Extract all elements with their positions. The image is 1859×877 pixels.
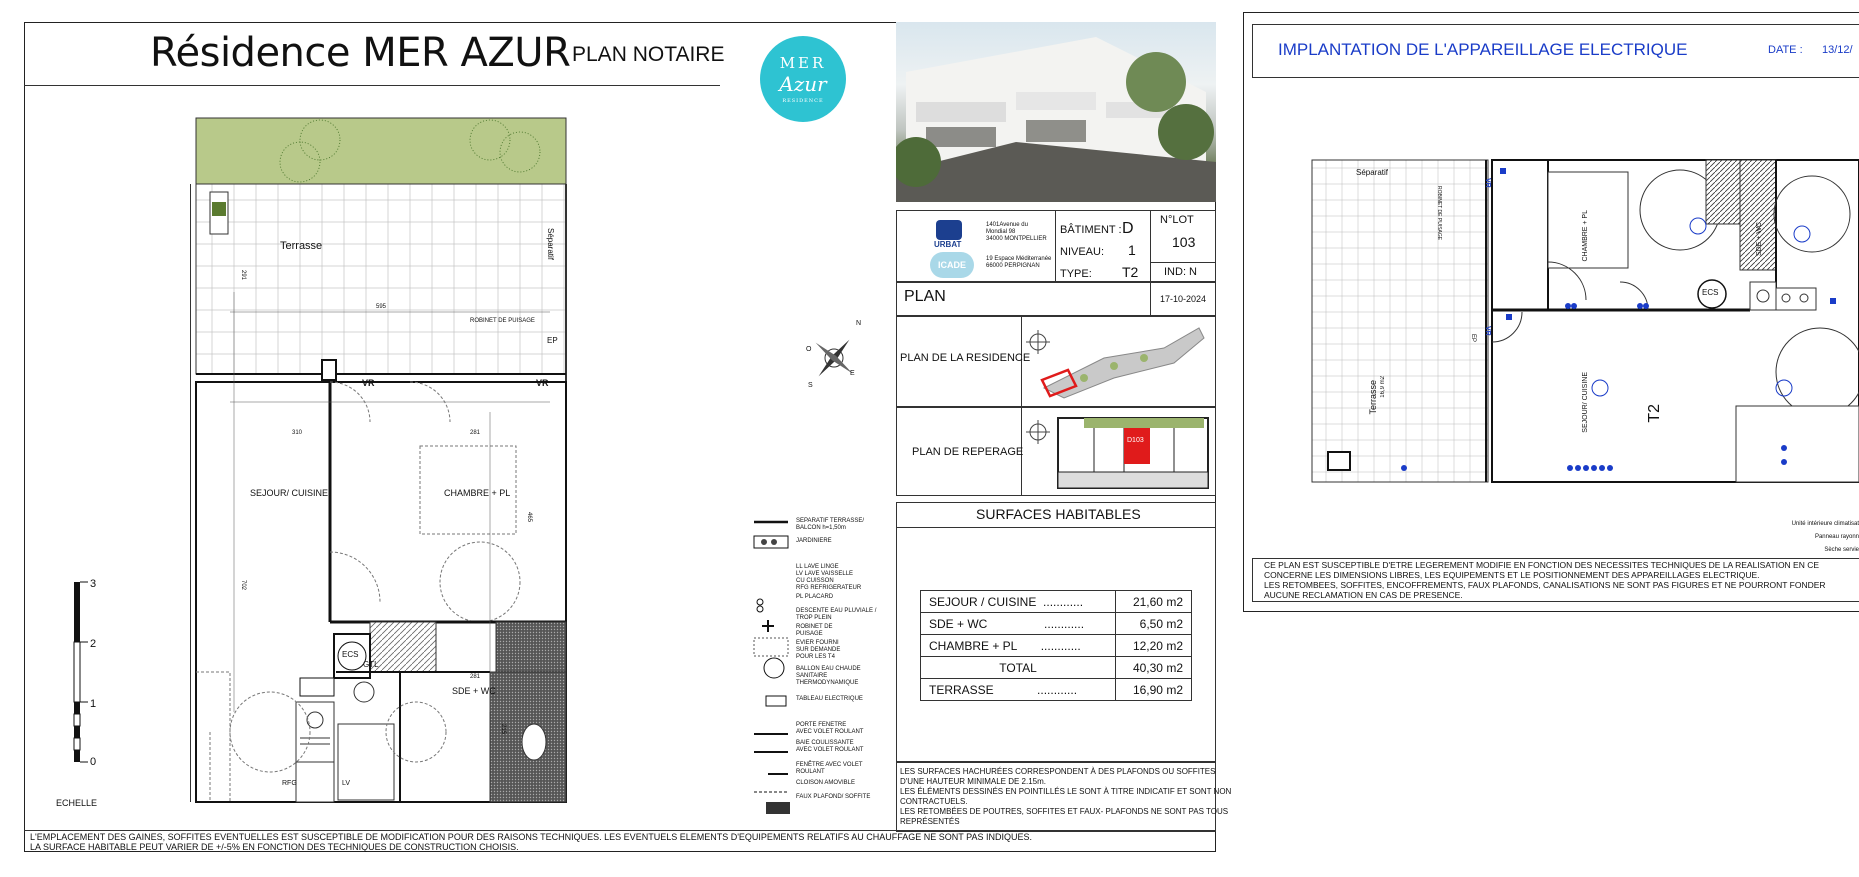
side-note: Panneau rayonn [1814, 534, 1859, 540]
footer-line: LA SURFACE HABITABLE PEUT VARIER DE +/-5% EN FONCTION DES TECHNIQUES DE CONSTRUCTION CHOISIS. [30, 842, 519, 852]
legend-item: PORTE FENETRE AVEC VOLET ROULANT [796, 722, 864, 735]
icade-address-line: 19 Espace Méditerranée [986, 256, 1052, 262]
legend-item: FAUX PLAFOND/ SOFFITE [796, 794, 871, 800]
surfaces-table [920, 590, 1192, 701]
surface-total-label: TOTAL [921, 657, 1116, 679]
batiment-value: D [1122, 220, 1134, 237]
electrical-title: IMPLANTATION DE L'APPAREILLAGE ELECTRIQUE [1278, 40, 1688, 59]
footer-line: L'EMPLACEMENT DES GAINES, SOFFITES EVENTUELLES EST SUSCEPTIBLE DE MODIFICATION POUR DES RAISONS TECHNIQUES. LES EVENTUELS ELEMENTS D'EQUIPEMENTS RELATIFS AU CHAUFFAGE NE SONT PAS INDIQUES. [30, 832, 1032, 842]
cartouche-divider [1150, 262, 1216, 263]
compass-e: E [850, 370, 855, 377]
icade-address [986, 256, 1051, 270]
scale-tick: 0 [90, 756, 97, 768]
electrical-date-label: DATE : [1768, 44, 1803, 56]
legend-item: EVIER FOURNI SUR DEMANDE POUR LES T4 [796, 640, 841, 660]
note-line: D'UNE HAUTEUR MINIMALE DE 2.15m. [900, 777, 1046, 786]
echelle-label: ECHELLE [56, 798, 98, 808]
electrical-floor-plan [1310, 152, 1859, 487]
electrical-ecs: ECS [1702, 288, 1719, 297]
surface-name: SDE + WC ............ [921, 613, 1116, 635]
vr-label-left: VR [362, 378, 375, 388]
rfg-label: RFG [282, 780, 297, 787]
dimension-label: 310 [292, 430, 303, 436]
electrical-separatif: Séparatif [1356, 168, 1389, 177]
gtl-label: GTL [363, 660, 379, 669]
dimension-label: 215 [500, 724, 506, 735]
note-line: LES SURFACES HACHURÉES CORRESPONDENT À DES PLAFONDS OU SOFFITES [900, 767, 1216, 776]
plan-date: 17-10-2024 [1160, 294, 1207, 304]
icade-label: ICADE [937, 260, 966, 270]
cartouche-divider [1150, 210, 1151, 282]
dimension-label: 465 [526, 512, 532, 523]
compass-n: N [856, 320, 862, 327]
electrical-vr-mid: VR [1484, 326, 1491, 336]
ep-label: EP [547, 336, 558, 345]
lot-label: N°LOT [1160, 214, 1194, 226]
electrical-room-terrasse: Terrasse [1368, 380, 1378, 415]
urbat-address-line: 34000 MONTPELLIER [986, 236, 1047, 242]
residence-title: Résidence MER AZUR [150, 30, 571, 76]
surfaces-divider [896, 527, 1216, 528]
residence-photo [896, 22, 1216, 202]
legend-item: BAIE COULISSANTE AVEC VOLET ROULANT [796, 740, 864, 753]
electrical-notes [1264, 560, 1856, 600]
legend-item: ROBINET DE PUISAGE [796, 624, 833, 637]
title-divider [24, 85, 720, 86]
room-chambre: CHAMBRE + PL [444, 488, 511, 498]
side-note: Sèche servie [1824, 547, 1859, 553]
plan-label: PLAN [904, 288, 946, 305]
niveau-value: 1 [1128, 242, 1136, 258]
urbat-address-line: 1401Avenue du [986, 222, 1028, 228]
reperage-lot-tag: D103 [1127, 437, 1144, 444]
table-row [921, 635, 1192, 657]
surface-name: SEJOUR / CUISINE ............ [921, 591, 1116, 613]
dimension-label: 281 [470, 674, 481, 680]
compass-o: O [806, 346, 812, 353]
note-line: CONTRACTUELS. [900, 797, 968, 806]
electrical-room-chambre: CHAMBRE + PL [1582, 210, 1589, 262]
logo-line3: RESIDENCE [782, 98, 824, 104]
dimension-label: 595 [376, 304, 387, 310]
ecs-label: ECS [342, 650, 359, 659]
legend-item: SEPARATIF TERRASSE/ BALCON h=1,50m [796, 518, 865, 531]
separatif-label: Séparatif [546, 228, 555, 261]
table-row [921, 657, 1192, 679]
electrical-side-notes [1780, 518, 1859, 557]
surface-name: TERRASSE ............ [921, 679, 1116, 701]
lv-label: LV [342, 780, 351, 787]
surface-value: 12,20 m2 [1116, 635, 1192, 657]
table-row [921, 591, 1192, 613]
legend-item: CLOISON AMOVIBLE [796, 780, 856, 786]
icade-logo [930, 252, 974, 278]
logo-line1: MER [779, 54, 827, 72]
dimension-label: 702 [240, 580, 246, 591]
note-line: REPRÉSENTÉS [900, 817, 960, 826]
scale-tick: 1 [90, 698, 97, 710]
legend-item: DESCENTE EAU PLUVIALE / TROP PLEIN [796, 608, 877, 621]
electrical-date-value: 13/12/ [1822, 44, 1853, 56]
plan-residence-label: PLAN DE LA RESIDENCE [900, 352, 1031, 364]
mer-azur-logo [760, 36, 846, 122]
surface-name: CHAMBRE + PL ............ [921, 635, 1116, 657]
room-terrasse: Terrasse [280, 240, 323, 252]
ind-label: IND: N [1164, 266, 1197, 278]
electrical-note-line: CE PLAN EST SUSCEPTIBLE D'ETRE LEGEREMENT MODIFIE EN FONCTION DES NECESSITES TECHNIQUES DE LA REALISATION EN CE [1264, 560, 1820, 570]
table-row [921, 613, 1192, 635]
footer-notes [30, 832, 1032, 852]
surface-value: 16,90 m2 [1116, 679, 1192, 701]
logo-line2: Azur [779, 72, 827, 96]
legend-item: LL LAVE LINGE LV LAVE VAISSELLE CU CUISSON RFG REFRIGERATEUR [796, 564, 862, 591]
electrical-vr-top: VR [1484, 178, 1491, 188]
dimension-label: 281 [470, 430, 481, 436]
robinet-label: ROBINET DE PUISAGE [470, 318, 535, 324]
legend-symbols [750, 516, 792, 816]
reperage-floor-map [1024, 410, 1214, 494]
urbat-address [986, 222, 1047, 243]
icade-address-line: 66000 PERPIGNAN [986, 263, 1040, 269]
electrical-note-line: AUCUNE RECLAMATION EN CAS DE PRESENCE. [1264, 590, 1463, 600]
table-row [921, 679, 1192, 701]
surfaces-notes [900, 767, 1231, 827]
electrical-note-line: LES RETOMBEES, SOFFITES, ENCOFFREMENTS, FAUX PLAFONDS, CANALISATIONS NE SONT PAS FIGURES ET NE POURRONT FONDER [1264, 580, 1826, 590]
scale-tick: 3 [90, 578, 97, 590]
electrical-room-sde: SDE + WC [1756, 222, 1763, 257]
footer-divider [24, 830, 1216, 831]
electrical-type-t2: T2 [1646, 404, 1663, 423]
legend-item: JARDINIERE [796, 538, 832, 544]
urbat-address-line: Mondial 98 [986, 229, 1016, 235]
legend-item: FENÊTRE AVEC VOLET ROULANT [796, 762, 863, 775]
type-value: T2 [1122, 264, 1139, 280]
side-note: Unité intérieure climatisat [1791, 521, 1859, 527]
room-sde: SDE + WC [452, 686, 496, 696]
scale-tick: 2 [90, 638, 97, 650]
residence-photo-illustration [896, 22, 1216, 202]
cartouche-divider [1150, 282, 1151, 316]
echelle-scale-bar [62, 572, 102, 772]
dimension-label: 291 [240, 270, 246, 281]
niveau-label: NIVEAU: [1060, 246, 1105, 258]
vr-label-right: VR [536, 378, 549, 388]
legend-item: PL PLACARD [796, 594, 834, 600]
compass-s: S [808, 382, 813, 389]
legend-item: TABLEAU ELECTRIQUE [796, 696, 863, 702]
electrical-note-line: CONCERNE LES DIMENSIONS LIBRES, LES EQUIPEMENTS ET LE POSITIONNEMENT DES APPAREILLAGES ELECTRIQUE. [1264, 570, 1760, 580]
electrical-terrasse-area: 16,9 m2 [1380, 376, 1386, 398]
batiment-label: BÂTIMENT : [1060, 224, 1122, 236]
surface-value: 21,60 m2 [1116, 591, 1192, 613]
surface-value: 6,50 m2 [1116, 613, 1192, 635]
type-label: TYPE: [1060, 268, 1092, 280]
surfaces-heading: SURFACES HABITABLES [976, 506, 1141, 522]
legend-item: BALLON EAU CHAUDE SANITAIRE THERMODYNAMIQUE [796, 666, 861, 686]
electrical-room-sejour: SEJOUR/ CUISINE [1582, 372, 1589, 433]
surface-total-value: 40,30 m2 [1116, 657, 1192, 679]
plan-reperage-label: PLAN DE REPERAGE [912, 446, 1024, 458]
residence-site-map [1024, 318, 1214, 404]
floor-plan [190, 112, 580, 812]
urbat-logo-icon [936, 220, 962, 240]
legend-text [796, 518, 876, 808]
cartouche-divider [1055, 210, 1056, 282]
note-line: LES RETOMBÉES DE POUTRES, SOFFITES ET FAUX- PLAFONDS NE SONT PAS TOUS [900, 807, 1229, 816]
electrical-robinet: ROBINET DE PUISAGE [1436, 186, 1442, 241]
plan-notaire-subtitle: PLAN NOTAIRE [572, 43, 725, 66]
note-line: LES ÉLÉMENTS DESSINÉS EN POINTILLÉS LE SONT À TITRE INDICATIF ET SONT NON [900, 787, 1232, 796]
electrical-ep: EP [1470, 334, 1476, 343]
room-sejour: SEJOUR/ CUISINE [250, 488, 329, 498]
urbat-label: URBAT [934, 240, 962, 249]
lot-value: 103 [1172, 234, 1196, 250]
